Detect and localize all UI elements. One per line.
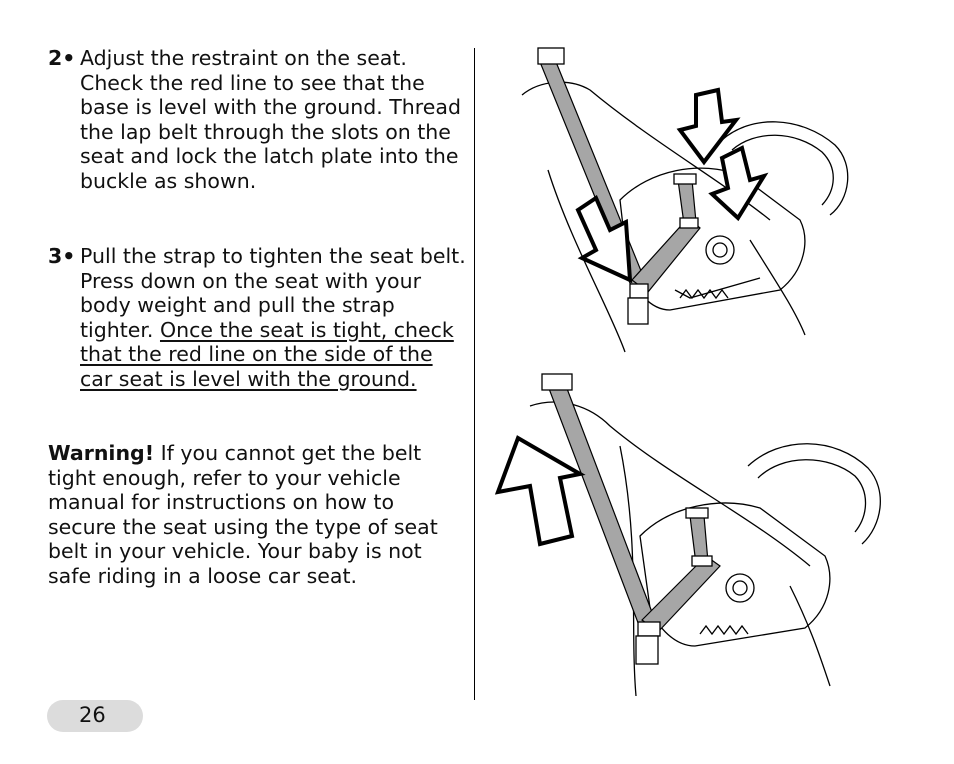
- step-text: Pull the strap to tighten the seat belt. Press down on the seat with your body weight and pull the strap tighter.: [80, 244, 466, 342]
- step-3: [48, 244, 468, 391]
- step-number: 2•: [48, 46, 76, 70]
- warning-text: If you cannot get the belt tight enough, refer to your vehicle manual for instructions on how to secure the seat using the type of seat belt in your vehicle. Your baby is not safe riding in a loose car seat.: [48, 441, 438, 588]
- step-text: Adjust the restraint on the seat. Check the red line to see that the base is level with the ground. Thread the lap belt through the slots on the seat and lock the latch plate into the buckle as shown.: [80, 46, 461, 193]
- step-2: [48, 46, 468, 193]
- step-underlined-text: Once the seat is tight, check that the red line on the side of the car seat is level with the ground.: [80, 317, 454, 391]
- car-seat-tightening-illustration: [490, 366, 890, 706]
- warning-paragraph: [48, 441, 448, 588]
- warning-label: Warning!: [48, 441, 155, 465]
- step-number: 3•: [48, 244, 76, 268]
- page-number: 26: [79, 703, 106, 727]
- step-text-block: [80, 244, 468, 391]
- column-divider: [474, 48, 475, 700]
- car-seat-threading-illustration: [500, 40, 860, 360]
